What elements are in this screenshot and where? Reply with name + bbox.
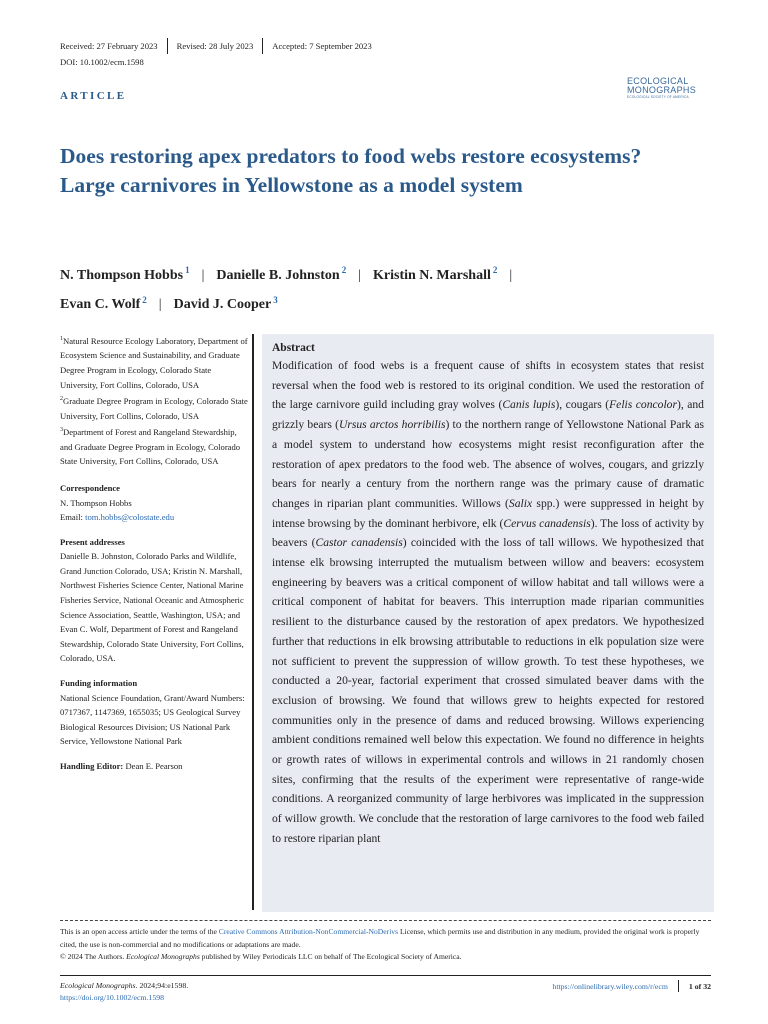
author-separator: | xyxy=(358,267,362,283)
present-addresses-text: Danielle B. Johnston, Colorado Parks and Wildlife, Grand Junction Colorado, USA; Kristin N. Marshall, Northwest Fisheries Science Center, National Marine Fisheries Service, National Oceanic and Atmospheric Science Association, Seattle, Washington, USA; and Evan C. Wolf, Department of Forest and Rangeland Stewardship, Colorado State University, Fort Collins, Colorado, USA. xyxy=(60,551,244,664)
handling-editor: Handling Editor: Dean E. Pearson xyxy=(60,761,183,772)
license-text: This is an open access article under the terms of the Creative Commons Attribution-NonCommercial-NoDerivs License, which permits use and distribution in any medium, provided the original work is properly cited, the use is non-commercial and no modifications or adaptations are made. © 2024 The Authors. Ecological Monographs published by Wiley Periodicals LLC on behalf of The Ecological Society of America. xyxy=(60,927,700,962)
affiliation-marker[interactable]: 2 xyxy=(492,265,498,275)
sidebar-info xyxy=(60,332,250,774)
journal-logo xyxy=(627,77,711,99)
correspondence-email: Email: tom.hobbs@colostate.edu xyxy=(60,512,175,523)
footer-right xyxy=(508,980,711,992)
doi-link[interactable]: https://doi.org/10.1002/ecm.1598 xyxy=(60,993,165,1003)
funding-text: National Science Foundation, Grant/Award Numbers: 0717367, 1147369, 1655035; US Geological Survey Biological Resources Division; US National Park Service, Yellowstone National Park xyxy=(60,692,245,747)
affiliation-marker[interactable]: 1 xyxy=(185,265,190,275)
affiliation-marker[interactable]: 3 xyxy=(273,294,278,305)
author[interactable]: Danielle B. Johnston $^2$ xyxy=(216,265,347,283)
article-dates xyxy=(60,38,381,54)
author-separator: | xyxy=(509,267,513,283)
abstract-box xyxy=(262,334,714,912)
author-list xyxy=(60,258,660,317)
accepted-date: Accepted: 7 September 2023 xyxy=(272,41,372,51)
logo-line-2: MONOGRAPHS xyxy=(627,84,697,95)
funding-heading: Funding information xyxy=(60,678,138,689)
article-type-label: ARTICLE xyxy=(60,90,127,102)
affiliation: $^1$Natural Resource Ecology Laboratory, Department of Ecosystem Science and Sustainability, and Graduate Degree Program in Ecology, Colorado State University, Fort Collins, Colorado, USA xyxy=(60,335,248,390)
revised-date: Revised: 28 July 2023 xyxy=(176,41,254,51)
present-addresses-heading: Present addresses xyxy=(60,536,125,547)
affiliation: $^2$Graduate Degree Program in Ecology, Colorado State University, Fort Collins, Colorado, USA xyxy=(60,396,248,421)
journal-site-link[interactable]: https://onlinelibrary.wiley.com/r/ecm xyxy=(552,981,668,991)
abstract-text: Modification of food webs is a frequent cause of shifts in ecosystem states that resist reversal when the food web is restored to its original condition. We used the restoration of the large carnivore guild including gray wolves (Canis lupis), cougars (Felis concolor), and grizzly bears (Ursus arctos horribilis) to the northern range of Yellowstone National Park as a model system to understand how ecosystems might resist reconfiguration after the restoration of apex predators to the food web. The absence of wolves, cougars, and grizzly bears for nearly a century from the northern range was the primary cause of dramatic changes in riparian plant communities. Willows (Salix spp.) were suppressed in height by intense browsing by the dominant herbivore, elk (Cervus canadensis). The loss of activity by beavers (Castor canadensis) coincided with the loss of tall willows. We hypothesized that intense elk browsing interrupted the mutualism between willow and beavers: ecosystem engineering by beavers was a critical component of willow habitat and tall willows were a critical component of habitat for beavers. This interruption made riparian communities resilient to the disturbance caused by the restoration of apex predators. We hypothesized further that reductions in elk browsing attributable to reductions in elk population size were not sufficient to prevent the suppression of willow growth. To test these hypotheses, we conducted a 20-year, factorial experiment that crossed simulated beaver dams with the exclusion of browsing. We found that willows grew to heights expected for restored communities only in the presence of dams and reduced browsing. Willows experiencing ambient conditions remained well below this expectation. We found no difference in heights or growth rates of willows in experimental controls and willows in 21 randomly chosen sites, confirming that the results of the experiment were representative of range-wide conditions. A reorganized community of large herbivores was implicated in the suppression of willow growth. We conclude that the restoration of large carnivores to the food web failed to restore riparian plant xyxy=(272,359,705,845)
affiliation: $^3$Department of Forest and Rangeland Stewardship, and Graduate Degree Program in Ecology, Colorado State University, Fort Collins, Colorado, USA xyxy=(60,427,241,467)
logo-line-1: ECOLOGICAL xyxy=(627,76,689,86)
footer-citation: Ecological Monographs. 2024;94:e1598. https://doi.org/10.1002/ecm.1598 xyxy=(60,981,189,1003)
email-link[interactable]: tom.hobbs@colostate.edu xyxy=(85,512,175,523)
license-link[interactable]: Creative Commons Attribution-NonCommercial-NoDerivs xyxy=(218,927,399,936)
doi: DOI: 10.1002/ecm.1598 xyxy=(60,57,144,67)
footer-divider xyxy=(60,975,711,976)
footer-separator xyxy=(678,980,679,992)
logo-line-3: ECOLOGICAL SOCIETY OF AMERICA xyxy=(627,95,689,99)
correspondence-name: N. Thompson Hobbs xyxy=(60,497,132,508)
author-separator: | xyxy=(158,297,162,313)
page-number: 1 of 32 xyxy=(688,981,711,991)
author[interactable]: Kristin N. Marshall $^2$ xyxy=(373,265,498,283)
affiliation-marker[interactable]: 2 xyxy=(142,294,147,305)
received-date: Received: 27 February 2023 xyxy=(60,41,158,51)
author[interactable]: Evan C. Wolf $^2$ xyxy=(60,294,147,313)
abstract-heading: Abstract xyxy=(272,342,315,354)
license-divider xyxy=(60,920,711,921)
article-title: Does restoring apex predators to food webs restore ecosystems? Large carnivores in Yellowstone as a model system xyxy=(60,144,642,197)
correspondence-heading: Correspondence xyxy=(60,482,120,493)
affiliation-marker[interactable]: 2 xyxy=(341,265,347,275)
author[interactable]: N. Thompson Hobbs $^1$ xyxy=(60,265,190,283)
author-separator: | xyxy=(201,267,205,283)
column-divider xyxy=(252,334,254,910)
author[interactable]: David J. Cooper $^3$ xyxy=(173,294,278,313)
